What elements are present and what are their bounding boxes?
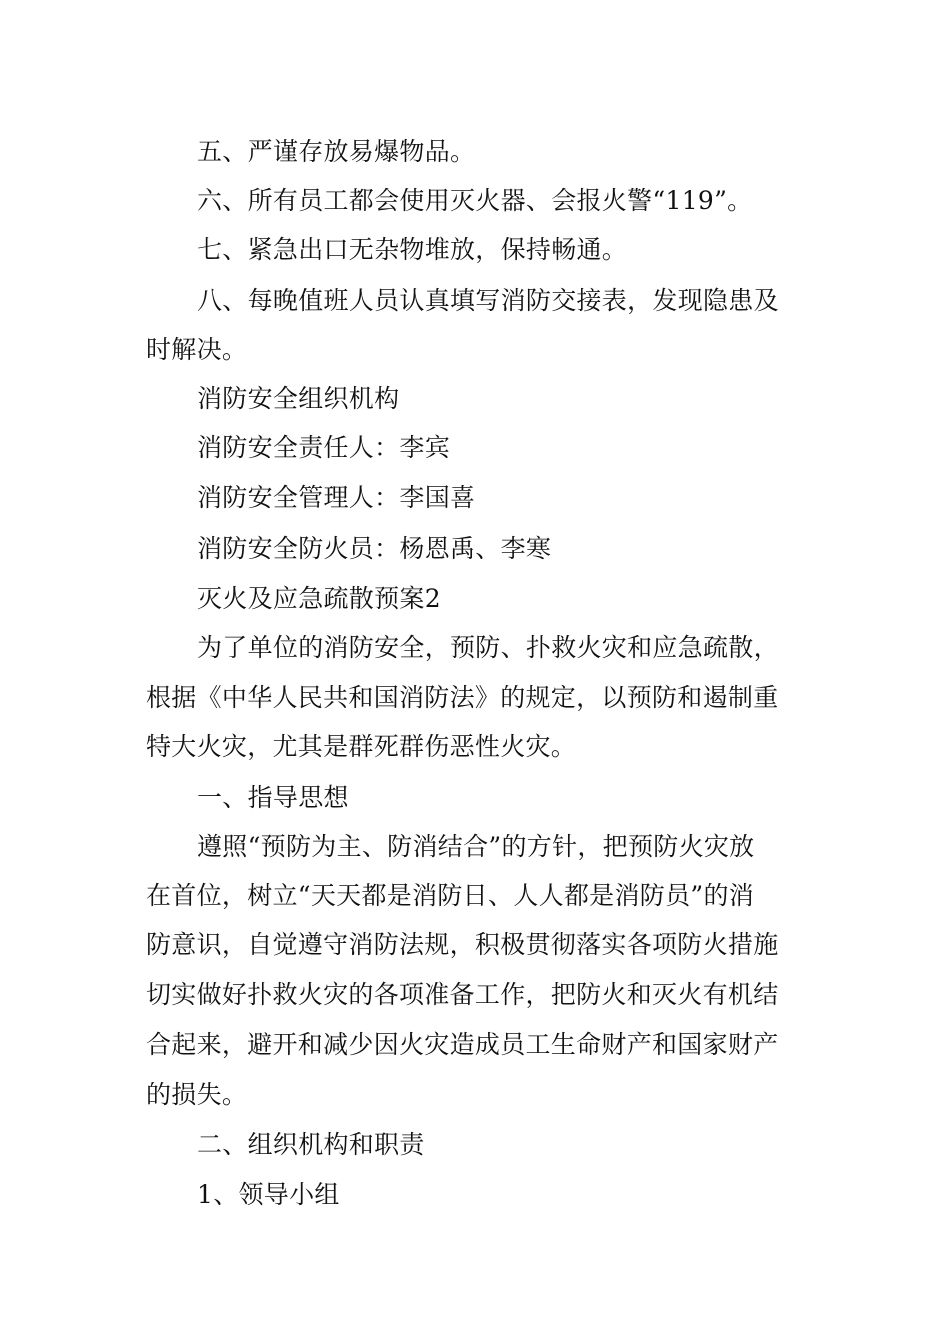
- text-line: 切实做好扑救火灾的各项准备工作，把防火和灭火有机结: [146, 980, 779, 1009]
- section-heading: 消防安全组织机构: [197, 384, 400, 413]
- section-heading: 一、指导思想: [197, 783, 349, 812]
- text-line: 合起来，避开和减少因火灾造成员工生命财产和国家财产: [146, 1030, 779, 1059]
- text-line: 时解决。: [146, 335, 248, 364]
- text-line: 为了单位的消防安全，预防、扑救火灾和应急疏散，: [197, 633, 779, 662]
- text-line: 消防安全管理人：李国喜: [197, 483, 476, 512]
- text-line: 六、所有员工都会使用灭火器、会报火警“119”。: [197, 186, 753, 215]
- text-line: 根据《中华人民共和国消防法》的规定，以预防和遏制重: [146, 683, 779, 712]
- text-line: 消防安全责任人：李宾: [197, 433, 451, 462]
- text-line: 七、紧急出口无杂物堆放，保持畅通。: [197, 235, 628, 264]
- section-heading: 1、领导小组: [197, 1180, 340, 1209]
- text-line: 遵照“预防为主、防消结合”的方针，把预防火灾放: [197, 832, 755, 861]
- text-line: 八、每晚值班人员认真填写消防交接表，发现隐患及: [197, 286, 779, 315]
- text-line: 消防安全防火员：杨恩禹、李寒: [197, 534, 552, 563]
- text-line: 特大火灾，尤其是群死群伤恶性火灾。: [146, 732, 577, 761]
- text-line: 的损失。: [146, 1080, 248, 1109]
- section-heading: 二、组织机构和职责: [197, 1130, 425, 1159]
- section-heading: 灭火及应急疏散预案2: [197, 584, 441, 613]
- text-line: 五、严谨存放易爆物品。: [197, 137, 476, 166]
- text-line: 防意识，自觉遵守消防法规，积极贯彻落实各项防火措施: [146, 930, 779, 959]
- text-line: 在首位，树立“天天都是消防日、人人都是消防员”的消: [146, 881, 755, 910]
